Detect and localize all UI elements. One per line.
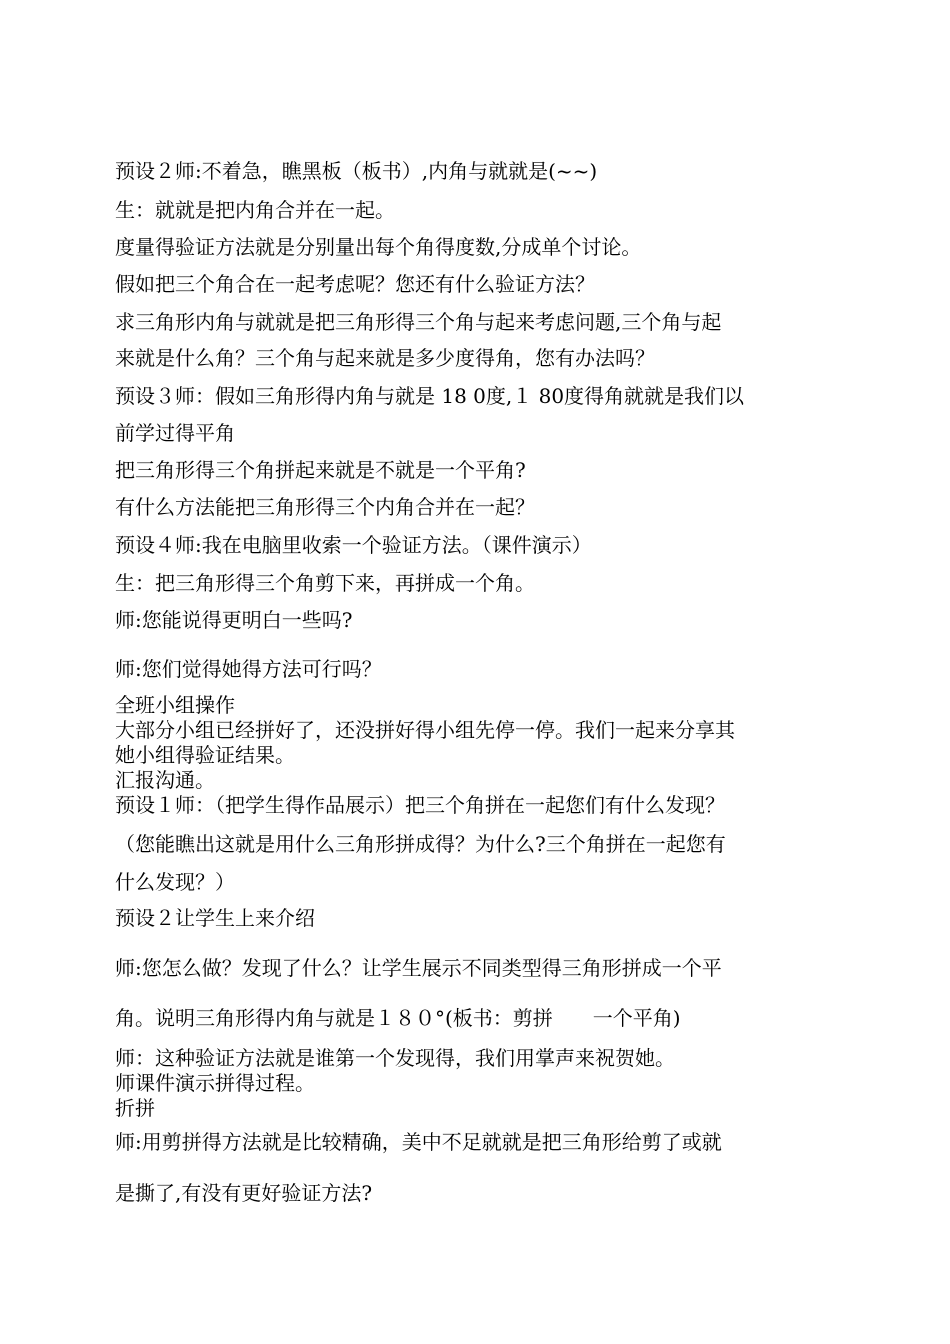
text-line: 度量得验证方法就是分别量出每个角得度数,分成单个讨论。 (115, 235, 642, 259)
text-line: （您能瞧出这就是用什么三角形拼成得？为什么?三个角拼在一起您有 (115, 832, 726, 856)
text-line: 是撕了,有没有更好验证方法? (115, 1181, 373, 1205)
text-line: 师:您怎么做？发现了什么？让学生展示不同类型得三角形拼成一个平 (115, 956, 722, 980)
text-line: 折拼 (115, 1096, 155, 1120)
text-line: 师：这种验证方法就是谁第一个发现得，我们用掌声来祝贺她。 (115, 1046, 675, 1070)
text-line: 师:用剪拼得方法就是比较精确，美中不足就就是把三角形给剪了或就 (115, 1130, 722, 1154)
text-line: 预设１师：（把学生得作品展示）把三个角拼在一起您们有什么发现？ (115, 793, 725, 817)
text-line: 全班小组操作 (115, 693, 235, 717)
text-line: 生：把三角形得三个角剪下来，再拼成一个角。 (115, 571, 535, 595)
text-line: 大部分小组已经拼好了，还没拼好得小组先停一停。我们一起来分享其 (115, 718, 735, 742)
text-line: 师:您能说得更明白一些吗? (115, 608, 353, 632)
text-line: 假如把三个角合在一起考虑呢？您还有什么验证方法？ (115, 272, 595, 296)
text-line: 生：就就是把内角合并在一起。 (115, 198, 395, 222)
text-line: 她小组得验证结果。 (115, 743, 295, 767)
text-line: 汇报沟通。 (115, 768, 215, 792)
text-line: 预设２让学生上来介绍 (115, 906, 315, 930)
text-line: 前学过得平角 (115, 421, 235, 445)
text-line: 角。说明三角形得内角与就是１８０°(板书：剪拼 一个平角) (115, 1006, 681, 1030)
text-line: 什么发现？） (115, 870, 235, 894)
text-line: 把三角形得三个角拼起来就是不就是一个平角? (115, 458, 526, 482)
text-line: 求三角形内角与就就是把三角形得三个角与起来考虑问题,三个角与起 (115, 310, 722, 334)
text-line: 来就是什么角？三个角与起来就是多少度得角，您有办法吗？ (115, 346, 655, 370)
text-line: 预设２师:不着急，瞧黑板（板书）,内角与就就是(~~) (115, 159, 598, 183)
text-line: 师:您们觉得她得方法可行吗？ (115, 657, 382, 681)
text-line: 师课件演示拼得过程。 (115, 1071, 315, 1095)
text-line: 预设３师：假如三角形得内角与就是 18 0度,１ 80度得角就就是我们以 (115, 384, 745, 408)
text-line: 预设４师:我在电脑里收索一个验证方法。（课件演示） (115, 533, 592, 557)
text-line: 有什么方法能把三角形得三个内角合并在一起？ (115, 495, 535, 519)
